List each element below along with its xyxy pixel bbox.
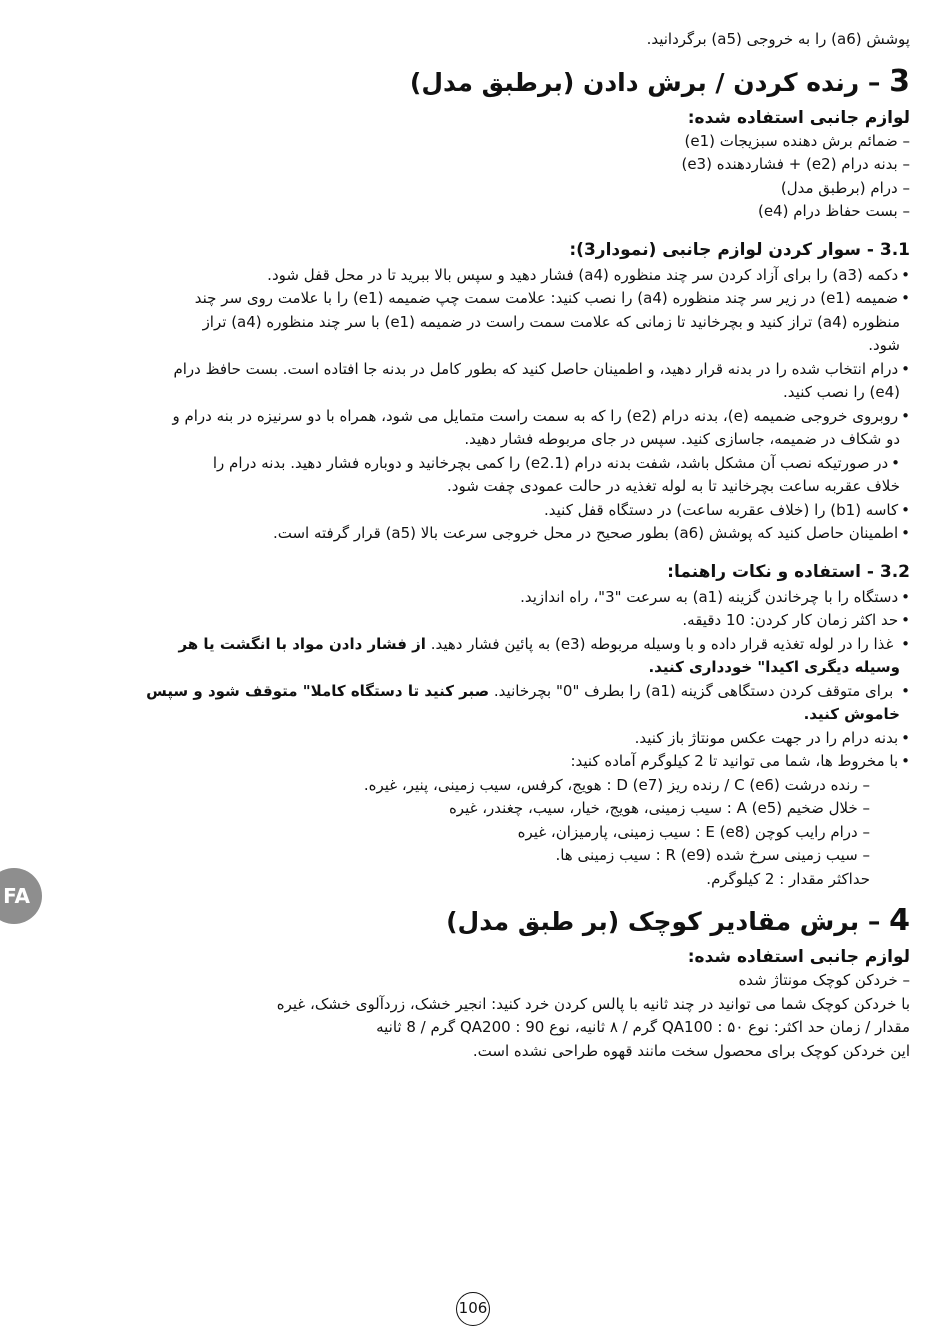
instruction-line: خلاف عقربه ساعت بچرخانید تا به لوله تغذیه در حالت عمودی چفت شود. bbox=[447, 477, 900, 495]
manual-page bbox=[40, 28, 910, 1063]
instruction-line: منظوره (a4) تراز کنید و بچرخانید تا زمانی که علامت سمت راست در ضمیمه (e1) با سر چند منظوره (a4) تراز bbox=[202, 312, 900, 331]
section-3-heading bbox=[40, 65, 910, 100]
warning-text: از فشار دادن مواد با انگشت یا هر bbox=[178, 634, 426, 653]
max-quantity: حداکثر مقدار : 2 کیلوگرم. bbox=[706, 869, 870, 888]
instruction-line: • روبروی خروجی ضمیمه (e)، بدنه درام (e2) را که به سمت راست متمایل می شود، همراه با دو سرنیزه در بنه درام و bbox=[40, 405, 910, 429]
cone-item: – درام رایب کوچن E (e8) : سیب زمینی، پارمیزان، غیره bbox=[517, 822, 870, 841]
section-4-number: 4 bbox=[889, 903, 910, 938]
instruction-line: • دکمه (a3) را برای آزاد کردن سر چند منظوره (a4) فشار دهید و سپس بالا ببرید تا در محل قفل شود. bbox=[40, 264, 910, 288]
section-3-title: – رنده کردن / برش دادن (برطبق مدل) bbox=[409, 67, 881, 97]
tip-line: • بدنه درام را در جهت عکس مونتاژ باز کنید. bbox=[40, 727, 910, 751]
instruction-line: • در صورتیکه نصب آن مشکل باشد، شفت بدنه درام (e2.1) را کمی بچرخانید و دوباره فشار دهید. بدنه درام را bbox=[40, 452, 910, 476]
instruction-line: • درام انتخاب شده را در بدنه قرار دهید، و اطمینان حاصل کنید که بطور کامل در بدنه جا افتاده است. بست حافظ درام bbox=[40, 358, 910, 382]
section-4-line: – خردکن کوچک مونتاژ شده bbox=[738, 971, 910, 989]
tip-text: برای متوقف کردن دستگاهی گزینه (a1) را بطرف "0" بچرخانید. bbox=[493, 681, 894, 700]
tip-line: • با مخروط ها، شما می توانید تا 2 کیلوگرم آماده کنید: bbox=[40, 750, 910, 774]
section-4-heading bbox=[40, 904, 910, 939]
section-3-2-heading: 3.2 - استفاده و نکات راهنما: bbox=[667, 561, 910, 582]
section-3-number: 3 bbox=[889, 63, 910, 99]
instruction-line: • اطمینان حاصل کنید که پوشش (a6) بطور صحیح در محل خروجی سرعت بالا (a5) قرار گرفته است. bbox=[40, 522, 910, 546]
accessory-item: – بدنه درام (e2) + فشاردهنده (e3) bbox=[681, 155, 910, 173]
cone-item: – سیب زمینی سرخ شده R (e9) : سیب زمینی ها. bbox=[555, 846, 870, 864]
section-3-1-heading: 3.1 - سوار کردن لوازم جانبی (نمودار3): bbox=[569, 239, 910, 260]
tip-line: • دستگاه را با چرخاندن گزینه (a1) به سرعت "3"، راه اندازید. bbox=[40, 586, 910, 610]
accessory-item: – ضمائم برش دهنده سبزیجات (e1) bbox=[684, 131, 910, 150]
accessory-item: – درام (برطبق مدل) bbox=[780, 178, 910, 197]
intro-text: پوشش (a6) را به خروجی (a5) برگردانید. bbox=[646, 30, 910, 48]
warning-text: وسیله دیگری اکیدا" خودداری کنید. bbox=[648, 658, 900, 676]
instruction-line: • کاسه (b1) را (خلاف عقربه ساعت) در دستگاه قفل کنید. bbox=[40, 499, 910, 523]
tip-text: غذا را در لوله تغذیه قرار داده و با وسیله مربوطه (e3) به پائین فشار دهید. bbox=[430, 634, 894, 653]
instruction-line: دو شکاف در ضمیمه، جاسازی کنید. سپس در جای مربوطه فشار دهید. bbox=[464, 430, 900, 448]
cone-item: – رنده درشت C (e6) / رنده ریز D (e7) : هویج، کرفس، سیب زمینی، پنیر، غیره. bbox=[363, 775, 870, 794]
section-4-accessories-heading: لوازم جانبی استفاده شده: bbox=[687, 947, 910, 967]
section-4-line: با خردکن کوچک شما می توانید در چند ثانیه با پالس کردن خرد کنید: انجیر خشک، زردآلوی خشک، غیره bbox=[276, 994, 910, 1013]
tip-line bbox=[40, 633, 910, 657]
accessory-item: – بست حفاظ درام (e4) bbox=[757, 202, 910, 220]
tip-line: • حد اکثر زمان کار کردن: 10 دقیقه. bbox=[40, 609, 910, 633]
language-tab: FA bbox=[0, 868, 42, 924]
section-4-title: – برش مقادیر کوچک (بر طبق مدل) bbox=[446, 907, 881, 936]
section-4-line: مقدار / زمان حد اکثر: نوع QA100 : ۵۰ گرم / ۸ ثانیه، نوع QA200 : 90 گرم / 8 ثانیه bbox=[376, 1018, 910, 1036]
instruction-line: شود. bbox=[868, 336, 900, 354]
warning-text: خاموش کنید. bbox=[803, 705, 900, 723]
page-number: 106 bbox=[456, 1292, 490, 1326]
cone-item: – خلال ضخیم A (e5) : سیب زمینی، هویج، خیار، سیب، چغندر، غیره bbox=[448, 799, 870, 817]
instruction-line: (e4) را نصب کنید. bbox=[783, 383, 900, 401]
tip-line bbox=[40, 680, 910, 704]
section-4-line: این خردکن کوچک برای محصول سخت مانند قهوه طراحی نشده است. bbox=[472, 1041, 910, 1060]
instruction-line: • ضمیمه (e1) در زیر سر چند منظوره (a4) را نصب کنید: علامت سمت چپ ضمیمه (e1) را با علامت روی سر چند bbox=[40, 287, 910, 311]
warning-text: صبر کنید تا دستگاه کاملا" متوقف شود و سپس bbox=[146, 681, 490, 700]
section-3-accessories-heading: لوازم جانبی استفاده شده: bbox=[687, 107, 910, 128]
